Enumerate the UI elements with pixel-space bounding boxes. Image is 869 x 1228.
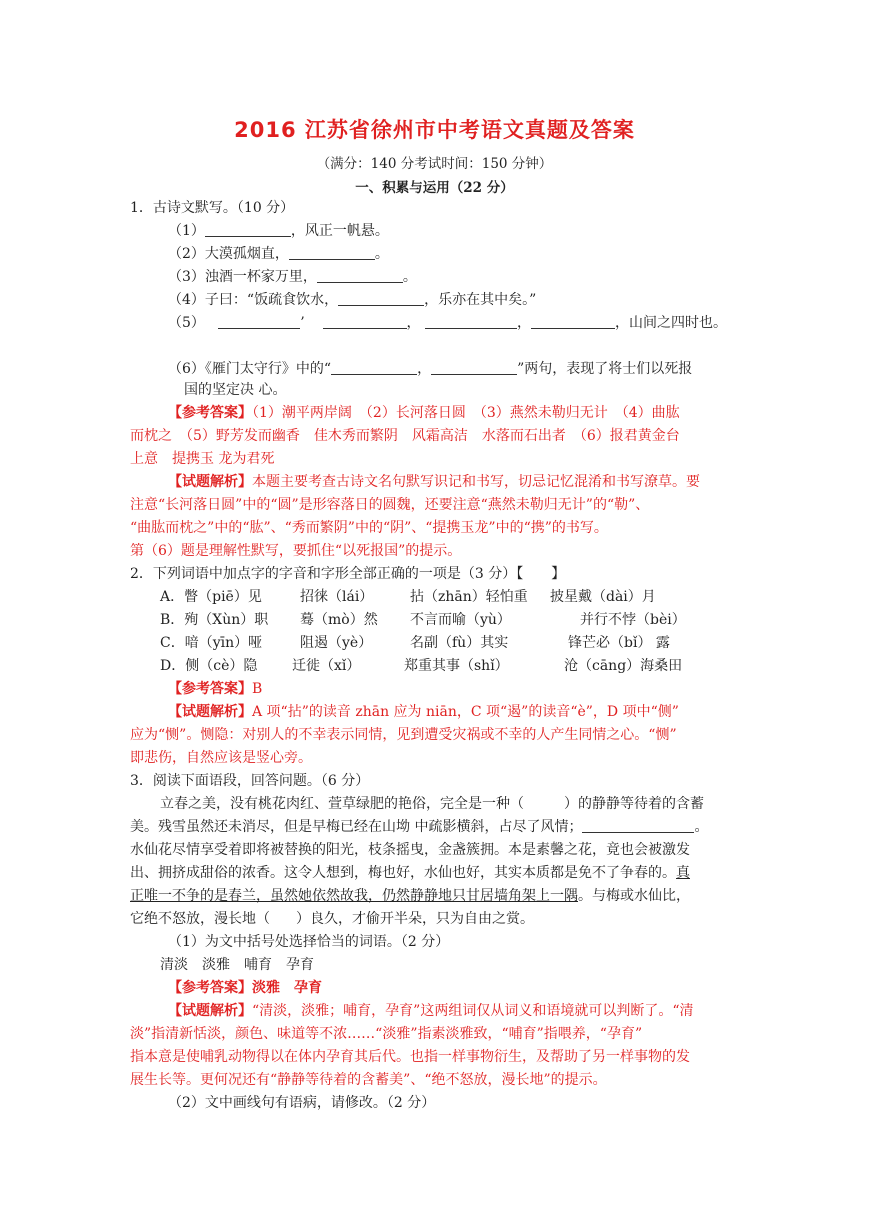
q1-item-3-end: 。 — [402, 269, 417, 285]
q3-sub-question-1: （1）为文中括号处选择恰当的词语。（2 分） — [168, 934, 450, 950]
q3-answer — [168, 978, 322, 998]
q3-word-options: 清淡 淡雅 哺育 孕育 — [160, 957, 314, 973]
q1-item-2-text: （2）大漠孤烟直， — [168, 246, 289, 262]
option-word: 蓦（mò）然 — [300, 612, 378, 628]
q3-passage-line-4 — [130, 863, 690, 883]
answer-blank — [331, 360, 417, 375]
q3-passage-line-1 — [160, 794, 704, 814]
option-word: B．殉（Xùn）职 — [160, 612, 269, 628]
q3-passage-line-3: 水仙花尽情享受着即将被替换的阳光，枝条摇曳，金盏簇拥。本是素馨之花，竟也会被激发 — [130, 842, 690, 858]
q1-item-5-sep: ， — [517, 315, 531, 331]
option-word: 不言而喻（yù） — [410, 612, 511, 628]
answer-blank — [317, 268, 403, 283]
q1-item-6-sep: ， — [417, 361, 432, 377]
underlined-sentence: 正唯一不争的是春兰，虽然她依然故我，仍然静静地只甘居墙角架上一隅 — [130, 888, 578, 904]
q3-sub-question-2: （2）文中画线句有语病，请修改。（2 分） — [168, 1095, 436, 1111]
q1-item-5-label: （5） — [168, 315, 205, 331]
q3-stem: 3．阅读下面语段，回答问题。（6 分） — [130, 773, 370, 789]
q1-explanation-line-2: 注意“长河落日圆”中的“圆”是形容落日的圆魏，还要注意“燕然未勒归无计”的“勒”、 — [130, 497, 650, 513]
q3-explanation-line-3: 指本意是使哺乳动物得以在体内孕育其后代。也指一样事物衍生，及帮助了另一样事物的发 — [130, 1049, 690, 1065]
option-word: 锋芒必（bǐ） 露 — [568, 635, 670, 651]
answer-text: B — [252, 681, 263, 697]
q3-passage-line-6 — [130, 909, 534, 929]
q1-item-6-text: （6）《雁门太守行》中的“ — [168, 361, 332, 377]
q1-item-3 — [168, 267, 417, 287]
q2-option-a — [160, 587, 656, 607]
answer-blank — [218, 314, 300, 329]
q1-answer-line-1 — [168, 403, 680, 423]
q1-item-6-cont: 国的坚定决 心。 — [184, 382, 287, 398]
q1-item-2-end: 。 — [374, 246, 389, 262]
q2-explanation-line-2: 应为“恻”。恻隐：对别人的不幸表示同情，见到遭受灾祸或不幸的人产生同情之心。“恻” — [130, 727, 677, 743]
option-word: A．瞥（piē）见 — [160, 589, 262, 605]
explanation-label: 【试题解析】 — [168, 704, 252, 720]
passage-text: ）的静静等待着的含蓄 — [564, 796, 704, 812]
q1-stem: 1．古诗文默写。（10 分） — [130, 200, 295, 216]
q1-item-4-text: （4）子曰：“饭疏食饮水， — [168, 292, 339, 308]
option-word: C．喑（yīn）哑 — [160, 635, 263, 651]
answer-blank — [531, 314, 615, 329]
answer-label: 【参考答案】 — [168, 405, 252, 421]
q2-explanation-line-3: 即悲伤，自然应该是竖心旁。 — [130, 750, 312, 766]
explanation-text: 本题主要考查古诗文名句默写识记和书写，切忌记忆混淆和书写潦草。要 — [252, 474, 700, 490]
q2-option-b — [160, 610, 686, 630]
answer-blank — [289, 245, 375, 260]
option-word: 郑重其事（shǐ） — [404, 658, 509, 674]
answer-blank — [205, 222, 291, 237]
answer-blank — [431, 360, 517, 375]
answer-blank — [323, 314, 407, 329]
q2-explanation-line-1 — [168, 702, 679, 722]
q1-answer-line-2: 而枕之 （5）野芳发而幽香 佳木秀而繁阴 风霜高洁 水落而石出者 （6）报君黄金台 — [130, 428, 680, 444]
q1-item-4 — [168, 290, 536, 310]
passage-text: 美。残雪虽然还未消尽，但是早梅已经在山坳 中疏影横斜，占尽了风情； — [130, 819, 583, 835]
option-word: 阻遏（yè） — [300, 635, 373, 651]
q1-item-1-text: ，风正一帆悬。 — [290, 223, 389, 239]
option-word: 并行不悖（bèi） — [580, 612, 686, 628]
q1-item-2 — [168, 244, 389, 264]
q3-explanation-line-1 — [168, 1001, 693, 1021]
q1-item-5-sep: ’ — [300, 315, 305, 331]
exam-info: （满分：140 分考试时间：150 分钟） — [316, 156, 553, 172]
q3-passage-line-5 — [130, 886, 690, 906]
q1-item-4-end: ，乐亦在其中矣。” — [424, 292, 537, 308]
explanation-label: 【试题解析】 — [168, 474, 252, 490]
q1-item-5-end: ，山间之四时也。 — [615, 315, 727, 331]
q1-explanation-line-1 — [168, 472, 700, 492]
answer-label: 【参考答案】 — [168, 681, 252, 697]
q1-item-1 — [168, 221, 389, 241]
q1-item-1-label: （1） — [168, 223, 205, 239]
option-word: 迁徙（xǐ） — [292, 658, 361, 674]
explanation-label: 【试题解析】 — [168, 1003, 252, 1019]
q1-item-5-sep: ， — [406, 315, 421, 331]
answer-blank — [582, 818, 694, 833]
passage-text: 出、拥挤成甜俗的浓香。这令人想到，梅也好，水仙也好，其实本质都是免不了争春的。 — [130, 865, 676, 881]
option-word: 名副（fù）其实 — [410, 635, 509, 651]
explanation-text: A 项“拈”的读音 zhān 应为 niān，C 项“遏”的读音“è”，D 项中“侧” — [252, 704, 679, 720]
q3-passage-line-2 — [130, 817, 708, 837]
answer-text: 淡雅 孕育 — [252, 980, 322, 996]
q1-item-3-text: （3）浊酒一杯家万里， — [168, 269, 317, 285]
answer-label: 【参考答案】 — [168, 980, 252, 996]
q2-stem: 2．下列词语中加点字的字音和字形全部正确的一项是（3 分）【 】 — [130, 566, 566, 582]
q1-item-5 — [168, 313, 727, 333]
passage-text: 。 — [694, 819, 709, 835]
answer-text: （1）潮平两岸阔 （2）长河落日圆 （3）燕然未勒归无计 （4）曲肱 — [252, 405, 680, 421]
q2-answer — [168, 679, 262, 699]
passage-text: 它绝不怒放，漫长地（ — [130, 911, 270, 927]
underlined-sentence: 真 — [676, 865, 690, 881]
option-word: 披星戴（dài）月 — [550, 589, 656, 605]
document-title: 2016 江苏省徐州市中考语文真题及答案 — [234, 118, 635, 142]
passage-text: 立春之美，没有桃花肉红、萱草绿肥的艳俗，完全是一种（ — [160, 796, 524, 812]
q3-explanation-line-2: 淡”指清新恬淡，颜色、味道等不浓……“淡雅”指素淡雅致，“哺育”指喂养，“孕育” — [130, 1026, 643, 1042]
option-word: 招徕（lái） — [300, 589, 374, 605]
q1-explanation-line-4: 第（6）题是理解性默写，要抓住“以死报国”的提示。 — [130, 543, 462, 559]
option-word: 拈（zhān）轻怕重 — [410, 589, 528, 605]
section-heading: 一、积累与运用（22 分） — [355, 180, 514, 196]
q2-option-c — [160, 633, 670, 653]
q2-option-d — [160, 656, 682, 676]
q1-item-6-text-2: ”两句，表现了将士们以死报 — [517, 361, 693, 377]
option-word: D．侧（cè）隐 — [160, 658, 258, 674]
passage-text: ）良久，才偷开半朵，只为自由之赏。 — [296, 911, 534, 927]
option-word: 沧（cāng）海桑田 — [564, 658, 683, 674]
explanation-text: “清淡，淡雅；哺育，孕育”这两组词仅从词义和语境就可以判断了。“清 — [252, 1003, 694, 1019]
q1-item-6 — [168, 359, 692, 379]
passage-text: 。与梅或水仙比， — [578, 888, 690, 904]
q3-explanation-line-4: 展生长等。更何况还有“静静等待着的含蓄美”、“绝不怒放，漫长地”的提示。 — [130, 1072, 607, 1088]
q1-answer-line-3: 上意 提携玉 龙为君死 — [130, 451, 275, 467]
answer-blank — [425, 314, 517, 329]
q1-explanation-line-3: “曲肱而枕之”中的“肱”、“秀而繁阴”中的“阴”、“提携玉龙”中的“携”的书写。 — [130, 520, 608, 536]
answer-blank — [338, 291, 424, 306]
